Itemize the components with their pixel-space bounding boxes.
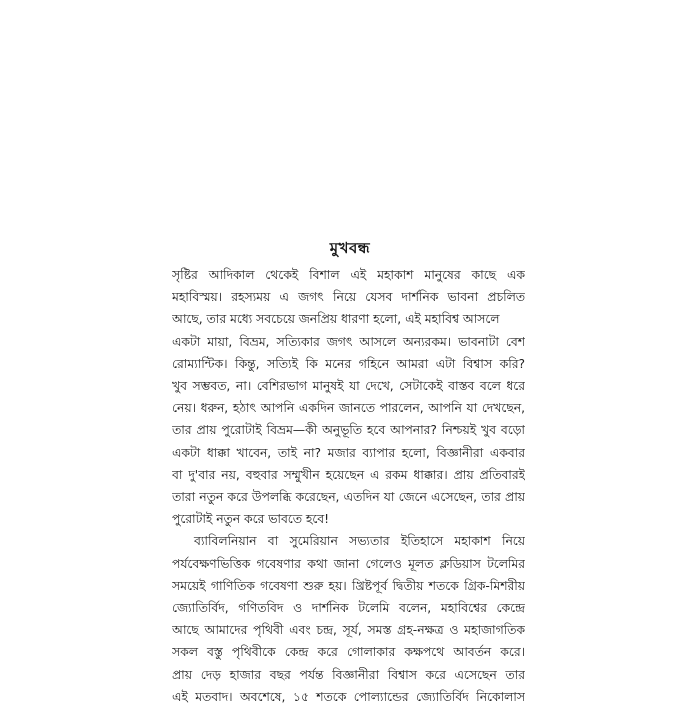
text-line: আছে আমাদের পৃথিবী এবং চন্দ্র, সূর্য, সমস্ত গ্রহ-নক্ষত্র ও মহাজাগতিক [172,623,525,638]
paragraph-2 [172,530,525,708]
text-line: সময়েই গাণিতিক গবেষণা শুরু হয়। খ্রিষ্টপূর্ব দ্বিতীয় শতকে গ্রিক-মিশরীয় [172,578,525,593]
text-line: পুরোটাই নতুন করে ভাবতে হবে! [172,512,330,527]
text-line: প্রায় দেড় হাজার বছর পর্যন্ত বিজ্ঞানীরা বিশ্বাস করে এসেছেন তার [172,667,525,682]
text-line: মহাবিস্ময়। রহস্যময় এ জগৎ নিয়ে যেসব দার্শনিক ভাবনা প্রচলিত [172,290,525,305]
text-line: রোম্যান্টিক। কিন্তু, সত্যিই কি মনের গহিনে আমরা এটা বিশ্বাস করি? [172,356,525,371]
page-title: মুখবন্ধ [329,239,371,257]
text-line: সকল বস্তু পৃথিবীকে কেন্দ্র করে গোলাকার কক্ষপথে আবর্তন করে। [172,645,525,660]
text-line: তারা নতুন করে উপলব্ধি করেছেন, এতদিন যা জেনে এসেছেন, তার প্রায় [172,490,525,505]
text-line: বা দু'বার নয়, বহুবার সম্মুখীন হয়েছেন এ রকম ধাক্কার। প্রায় প্রতিবারই [172,467,525,482]
text-line: জ্যোতির্বিদ, গণিতবিদ ও দার্শনিক টলেমি বলেন, মহাবিশ্বের কেন্দ্রে [172,601,525,616]
text-line: তার প্রায় পুরোটাই বিভ্রম—কী অনুভূতি হবে আপনার? নিশ্চয়ই খুব বড়ো [172,423,525,438]
text-line: আছে, তার মধ্যে সবচেয়ে জনপ্রিয় ধারণা হলো, এই মহাবিশ্ব আসলে [172,312,500,327]
text-line: ব্যাবিলনিয়ান বা সুমেরিয়ান সভ্যতার ইতিহাসে মহাকাশ নিয়ে [194,534,525,549]
text-line: পর্যবেক্ষণভিত্তিক গবেষণার কথা জানা গেলেও মূলত ক্লডিয়াস টলেমির [172,556,525,571]
paragraph-1 [172,264,525,530]
text-line: নেয়। ধরুন, হঠাৎ আপনি একদিন জানতে পারলেন, আপনি যা দেখছেন, [172,401,525,416]
text-line: একটা মায়া, বিভ্রম, সত্যিকার জগৎ আসলে অন্যরকম। ভাবনাটা বেশ [172,334,525,349]
text-line: সৃষ্টির আদিকাল থেকেই বিশাল এই মহাকাশ মানুষের কাছে এক [172,268,525,282]
text-line: এই মতবাদ। অবশেষে, ১৫ শতকে পোল্যান্ডের জ্যোতির্বিদ নিকোলাস [172,689,525,704]
body-text [172,264,525,708]
text-line: একটা ধাক্কা খাবেন, তাই না? মজার ব্যাপার হলো, বিজ্ঞানীরা একবার [172,445,525,460]
text-line: খুব সম্ভবত, না। বেশিরভাগ মানুষই যা দেখে, সেটাকেই বাস্তব বলে ধরে [172,379,525,394]
